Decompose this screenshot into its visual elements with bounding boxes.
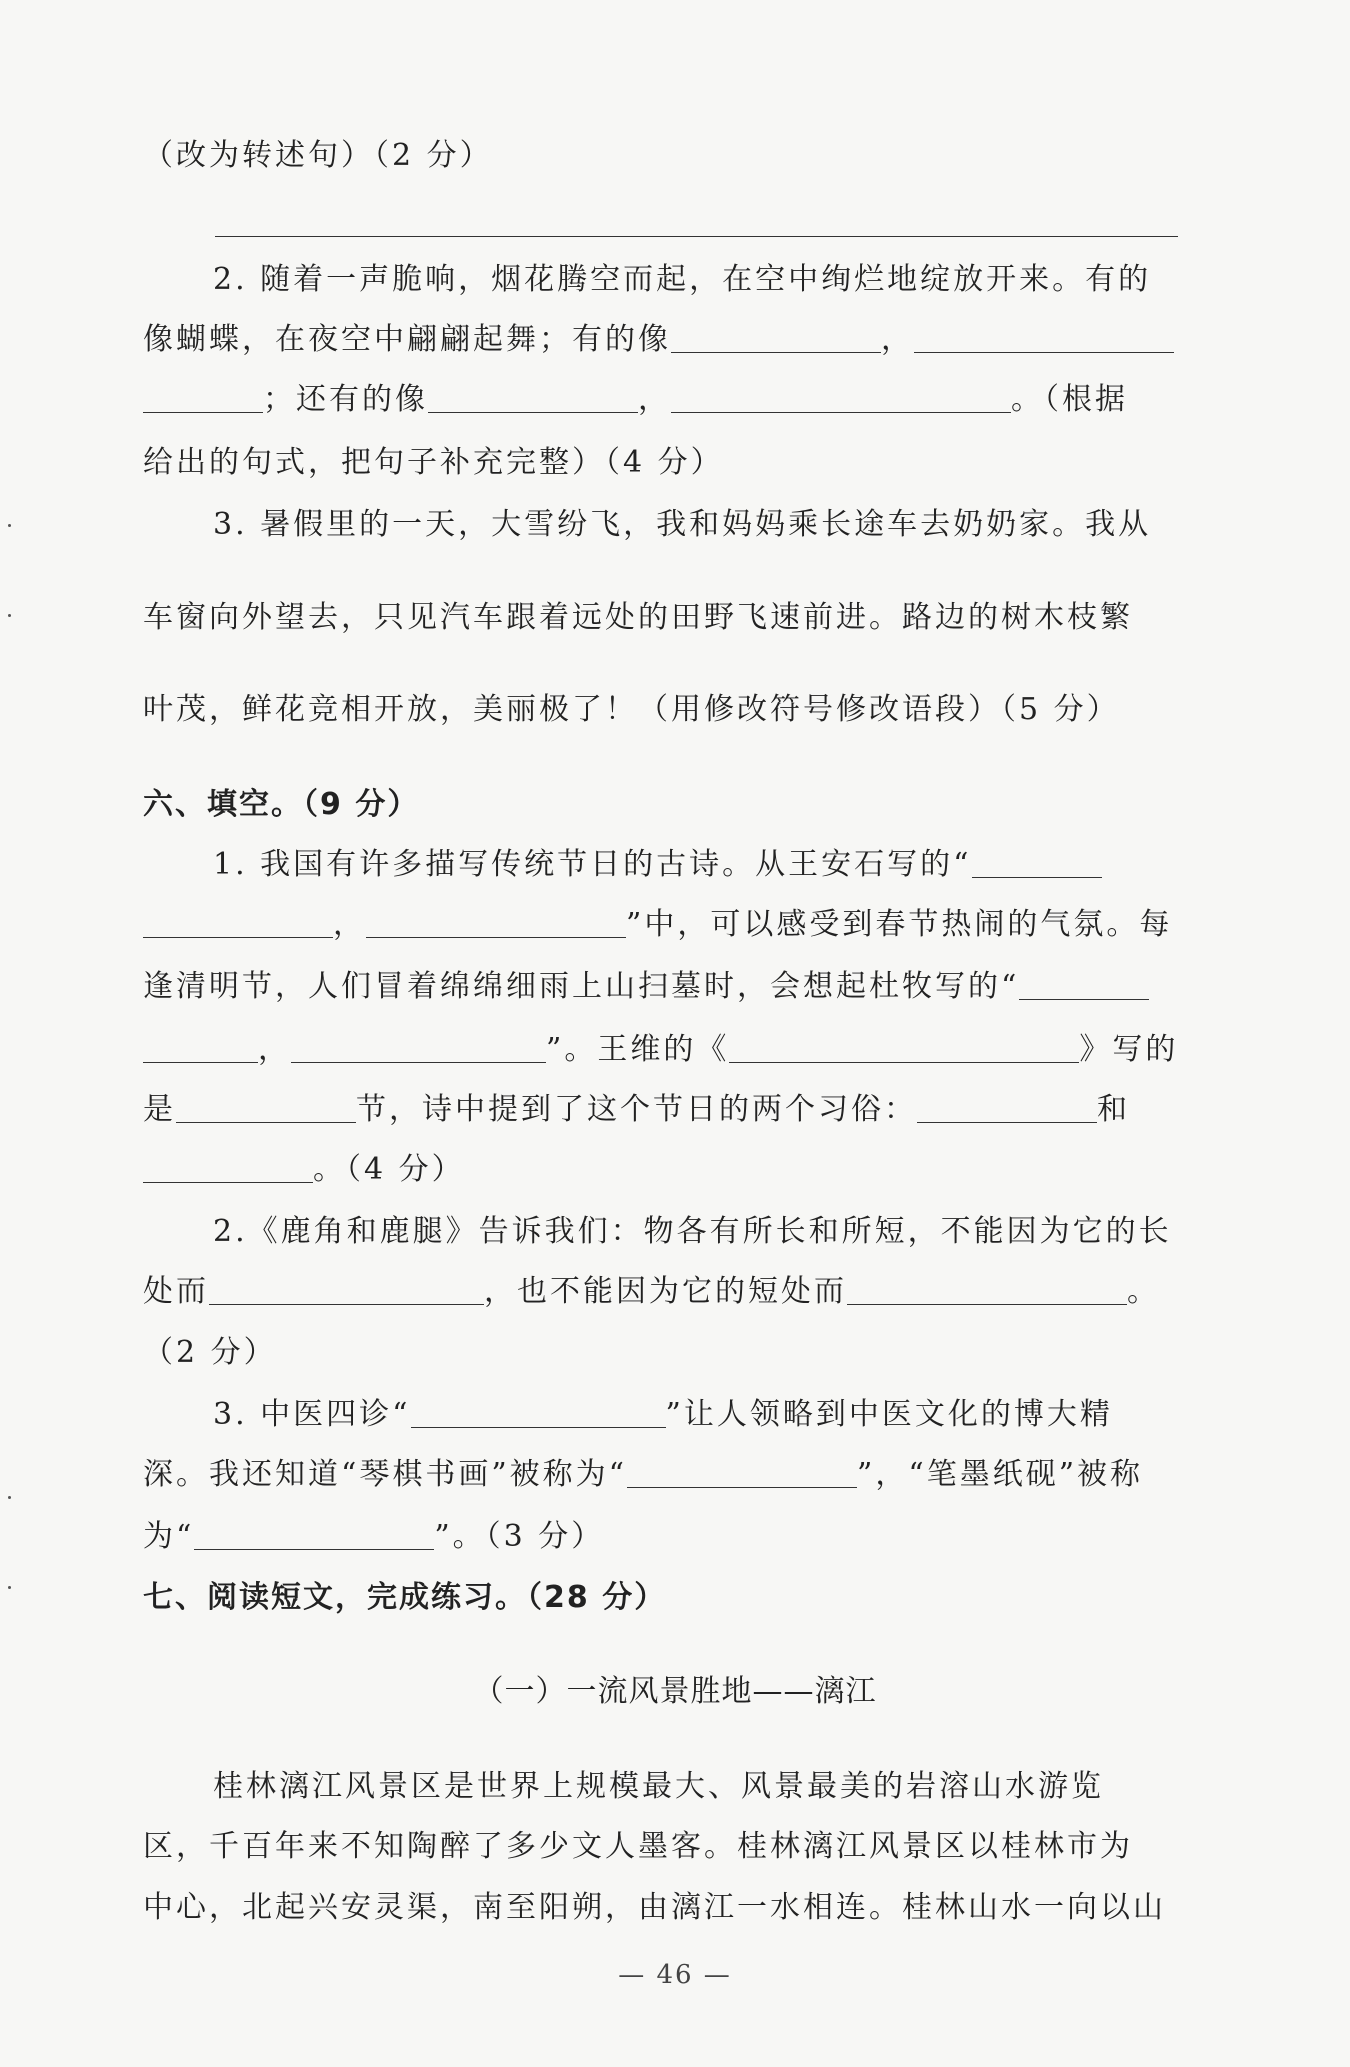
text: 3. 中医四诊“ xyxy=(213,1397,411,1432)
fill-blank[interactable] xyxy=(729,1032,1079,1063)
fill-blank[interactable] xyxy=(1019,969,1149,1000)
fill-blank[interactable] xyxy=(671,322,881,353)
fill-blank[interactable] xyxy=(209,1274,484,1305)
fill-blank[interactable] xyxy=(671,382,1011,413)
question-2-line-2 xyxy=(143,320,1178,360)
fill-blank[interactable] xyxy=(143,382,263,413)
sec6-q1-line-3 xyxy=(143,967,1178,1007)
passage-line-3: 中心，北起兴安灵渠，南至阳朔，由漓江一水相连。桂林山水一向以山 xyxy=(143,1890,1166,1925)
sec6-q1-line-6 xyxy=(143,1150,1178,1190)
question-2-line-4: 给出的句式，把句子补充完整）（4 分） xyxy=(143,445,724,480)
question-2-line-3 xyxy=(143,380,1178,420)
fill-blank[interactable] xyxy=(972,847,1102,878)
page-number: — 46 — xyxy=(618,1960,732,1990)
fill-blank[interactable] xyxy=(411,1397,666,1428)
answer-line xyxy=(215,236,1178,237)
text: ， xyxy=(258,1032,291,1067)
text: 是 xyxy=(143,1092,176,1127)
sec6-q1-line-5 xyxy=(143,1090,1178,1130)
text: ”。（3 分） xyxy=(434,1519,605,1554)
text: ”让人领略到中医文化的博大精 xyxy=(665,1397,1113,1432)
text: ”。王维的《 xyxy=(546,1032,730,1067)
question-3-line-1: 3. 暑假里的一天，大雪纷飞，我和妈妈乘长途车去奶奶家。我从 xyxy=(213,507,1152,542)
sec6-q3-line-2 xyxy=(143,1455,1178,1495)
section-7-heading: 七、阅读短文，完成练习。（28 分） xyxy=(143,1580,667,1615)
text: 和 xyxy=(1097,1092,1130,1127)
text: 》写的 xyxy=(1079,1032,1179,1067)
text: 处而 xyxy=(143,1274,209,1309)
fill-blank[interactable] xyxy=(194,1519,434,1550)
margin-dot xyxy=(8,614,11,617)
question-2-line-1: 2. 随着一声脆响，烟花腾空而起，在空中绚烂地绽放开来。有的 xyxy=(213,262,1152,297)
text: ；还有的像 xyxy=(263,382,428,417)
fill-blank[interactable] xyxy=(366,907,626,938)
sec6-q1-line-4 xyxy=(143,1030,1178,1070)
text: ， xyxy=(333,907,366,942)
margin-dot xyxy=(8,1496,11,1499)
sec6-q2-line-2 xyxy=(143,1272,1178,1312)
fill-blank[interactable] xyxy=(428,382,638,413)
sec6-q1-line-2 xyxy=(143,905,1178,945)
text: ”中，可以感受到春节热闹的气氛。每 xyxy=(626,907,1173,942)
rewrite-instruction: （改为转述句）（2 分） xyxy=(143,138,493,173)
text: 。（根据 xyxy=(1011,382,1128,417)
text: ， xyxy=(881,322,914,357)
sec6-q2-line-1: 2.《鹿角和鹿腿》告诉我们：物各有所长和所短，不能因为它的长 xyxy=(213,1214,1172,1249)
text: ， xyxy=(638,382,671,417)
fill-blank[interactable] xyxy=(143,907,333,938)
passage-line-1: 桂林漓江风景区是世界上规模最大、风景最美的岩溶山水游览 xyxy=(213,1769,1104,1804)
fill-blank[interactable] xyxy=(143,1032,258,1063)
margin-dot xyxy=(8,524,11,527)
fill-blank[interactable] xyxy=(914,322,1174,353)
text: 1. 我国有许多描写传统节日的古诗。从王安石写的“ xyxy=(213,847,972,882)
text: 节，诗中提到了这个节日的两个习俗： xyxy=(356,1092,917,1127)
text: 像蝴蝶，在夜空中翩翩起舞；有的像 xyxy=(143,322,671,357)
text: 。（4 分） xyxy=(313,1152,465,1187)
sec6-q1-line-1 xyxy=(213,845,1178,885)
section-6-heading: 六、填空。（9 分） xyxy=(143,787,420,822)
text: ，也不能因为它的短处而 xyxy=(484,1274,847,1309)
text: 深。我还知道“琴棋书画”被称为“ xyxy=(143,1457,628,1492)
sec6-q3-line-1 xyxy=(213,1395,1178,1435)
sec6-q2-line-3: （2 分） xyxy=(143,1335,277,1370)
text: 。 xyxy=(1127,1274,1160,1309)
fill-blank[interactable] xyxy=(291,1032,546,1063)
fill-blank[interactable] xyxy=(917,1092,1097,1123)
text: 为“ xyxy=(143,1519,195,1554)
text: 逢清明节，人们冒着绵绵细雨上山扫墓时，会想起杜牧写的“ xyxy=(143,969,1020,1004)
margin-dot xyxy=(8,1586,11,1589)
passage-title: （一）一流风景胜地——漓江 xyxy=(473,1674,877,1709)
question-3-line-2: 车窗向外望去，只见汽车跟着远处的田野飞速前进。路边的树木枝繁 xyxy=(143,600,1133,635)
fill-blank[interactable] xyxy=(627,1457,857,1488)
sec6-q3-line-3 xyxy=(143,1517,1178,1557)
text: ”，“笔墨纸砚”被称 xyxy=(857,1457,1144,1492)
passage-line-2: 区，千百年来不知陶醉了多少文人墨客。桂林漓江风景区以桂林市为 xyxy=(143,1829,1133,1864)
question-3-line-3: 叶茂，鲜花竞相开放，美丽极了！（用修改符号修改语段）（5 分） xyxy=(143,692,1120,727)
fill-blank[interactable] xyxy=(847,1274,1127,1305)
fill-blank[interactable] xyxy=(176,1092,356,1123)
fill-blank[interactable] xyxy=(143,1152,313,1183)
